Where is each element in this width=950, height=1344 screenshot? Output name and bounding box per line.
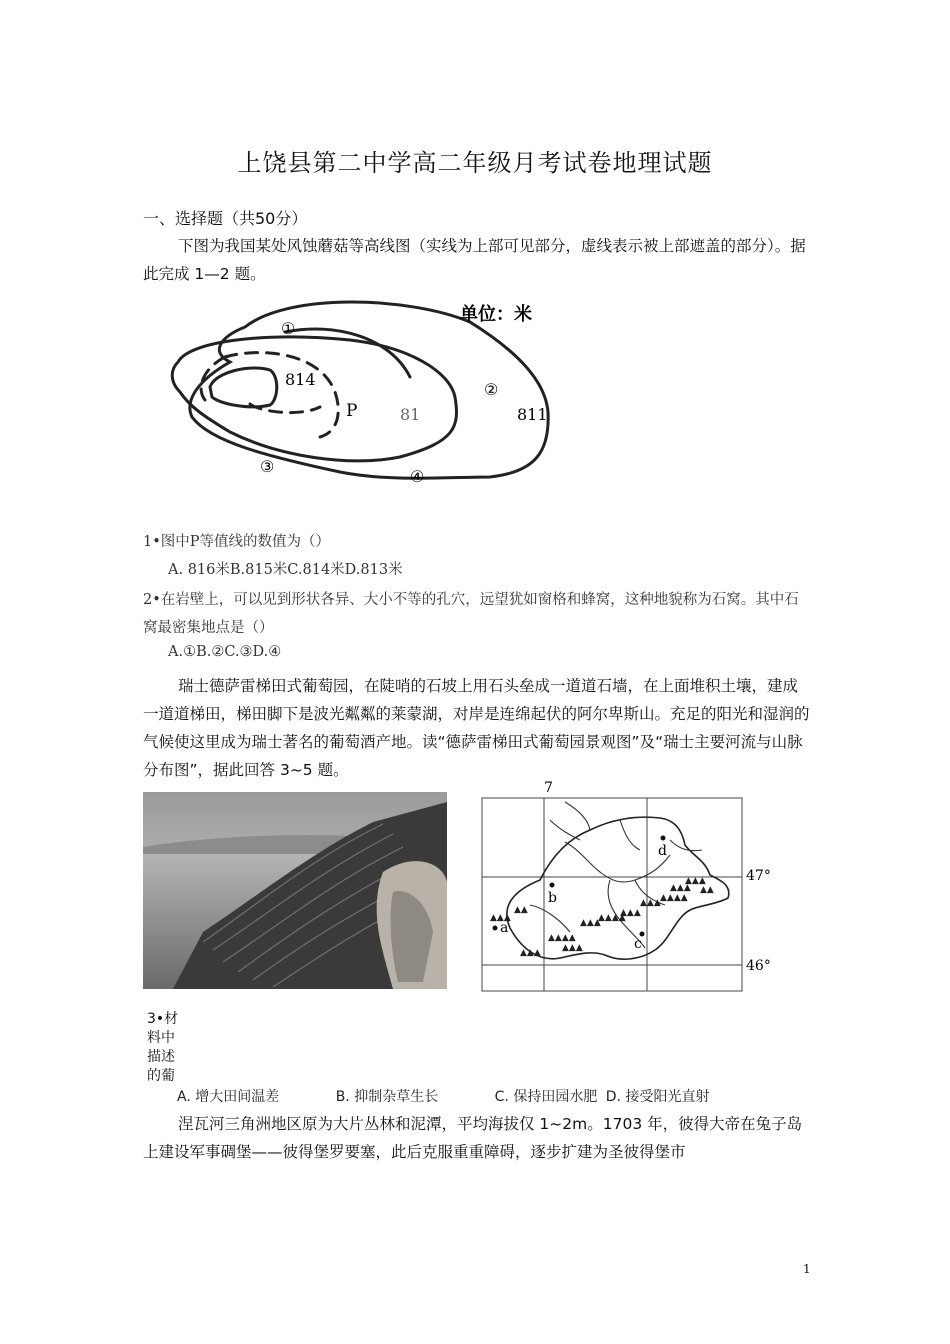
- river-8: [620, 820, 640, 850]
- question-3-options: [177, 1086, 761, 1105]
- intro-paragraph-2: 瑞士德萨雷梯田式葡萄园，在陡哨的石坡上用石头垒成一道道石墙，在上面堆积土壤，建成一道道梯田，梯田脚下是波光粼粼的莱蒙湖，对岸是连绵起伏的阿尔卑斯山。充足的阳光和湿润的气候使这里成为瑞士著名的葡萄酒产地。读“德萨雷梯田式葡萄园景观图”及“瑞士主要河流与山脉分布图”，据此回答 3~5 题。: [143, 677, 810, 779]
- elevation-label-81: 81: [400, 405, 421, 424]
- intro-paragraph-1: 下图为我国某处风蚀蘑菇等高线图（实线为上部可见部分，虚线表示被上部遮盖的部分）。据此完成 1—2 题。: [143, 237, 806, 283]
- point-p-label: P: [346, 401, 358, 421]
- river-1: [565, 842, 670, 882]
- svg-text:▲▲▲: ▲▲▲: [685, 876, 706, 886]
- marker-circled-2: ②: [484, 380, 499, 399]
- vineyard-photo: [143, 792, 447, 989]
- question-2: 2•在岩壁上，可以见到形状各异、大小不等的孔穴，远望犹如窗格和蜂窝，这种地貌称为石窝。其中石窝最密集地点是（）: [143, 592, 799, 636]
- question-3-option-b: B. 抑制杂草生长: [335, 1089, 439, 1105]
- svg-text:▲▲▲: ▲▲▲: [640, 898, 661, 908]
- contour-map-figure: [150, 292, 560, 512]
- marker-circled-1: ①: [281, 319, 296, 338]
- page-title: 上饶县第二中学高二年级月考试卷地理试题: [237, 149, 713, 177]
- point-c-label: c: [634, 936, 642, 952]
- svg-text:▲▲▲: ▲▲▲: [580, 918, 601, 928]
- unit-label: 单位：米: [460, 304, 532, 325]
- question-3-option-a: A. 增大田间温差: [177, 1089, 280, 1105]
- svg-text:▲▲: ▲▲: [514, 905, 528, 915]
- point-d-dot: [661, 836, 666, 841]
- grid-longitude-mark: 7: [544, 780, 553, 796]
- point-d-label: d: [658, 843, 667, 859]
- svg-text:▲▲▲: ▲▲▲: [620, 908, 641, 918]
- point-a-label: a: [500, 920, 509, 936]
- point-a-dot: [493, 926, 498, 931]
- svg-text:▲▲▲: ▲▲▲: [490, 913, 511, 923]
- contour-dashed-1: [225, 353, 338, 437]
- question-2-options: A.①B.②C.③D.④: [168, 644, 282, 660]
- question-3-option-c: C. 保持田园水肥: [494, 1089, 598, 1105]
- svg-text:▲▲▲▲: ▲▲▲▲: [598, 913, 626, 923]
- section-heading: 一、选择题（共50分）: [143, 209, 308, 228]
- page-number: 1: [803, 1262, 811, 1276]
- question-1: 1•图中P等值线的数值为（）: [143, 534, 331, 550]
- svg-text:▲▲: ▲▲: [700, 885, 714, 895]
- river-2: [565, 802, 590, 830]
- point-b-dot: [550, 883, 555, 888]
- intro-paragraph-3: 涅瓦河三角洲地区原为大片丛林和泥潭，平均海拔仅 1~2m。1703 年，彼得大帝在兔子岛上建设军事碉堡——彼得堡罗要塞，此后克服重重障碍，逐步扩建为圣彼得堡市: [143, 1115, 803, 1161]
- svg-text:▲▲▲▲: ▲▲▲▲: [548, 933, 576, 943]
- swiss-border: [507, 817, 729, 959]
- river-6: [530, 905, 570, 932]
- svg-text:▲▲▲: ▲▲▲: [562, 943, 583, 953]
- svg-text:▲▲▲: ▲▲▲: [520, 948, 541, 958]
- contour-line-inner: [210, 368, 277, 407]
- marker-circled-3: ③: [260, 457, 275, 476]
- contour-dashed-2: [201, 357, 225, 400]
- elevation-label-814: 814: [285, 370, 316, 389]
- swiss-river-mountain-map: [470, 780, 790, 995]
- latitude-47-label: 47°: [746, 868, 771, 884]
- question-1-options: A. 816米B.815米C.814米D.813米: [168, 562, 403, 578]
- point-b-label: b: [548, 890, 557, 906]
- question-3-option-d: D. 接受阳光直射: [605, 1089, 710, 1105]
- latitude-46-label: 46°: [746, 958, 771, 974]
- svg-text:▲▲▲: ▲▲▲: [670, 883, 691, 893]
- svg-text:▲▲▲▲: ▲▲▲▲: [660, 893, 688, 903]
- marker-circled-4: ④: [410, 467, 425, 486]
- question-3-fragment: 3•材料中描述的葡: [147, 1011, 179, 1084]
- elevation-label-811: 811: [517, 405, 548, 424]
